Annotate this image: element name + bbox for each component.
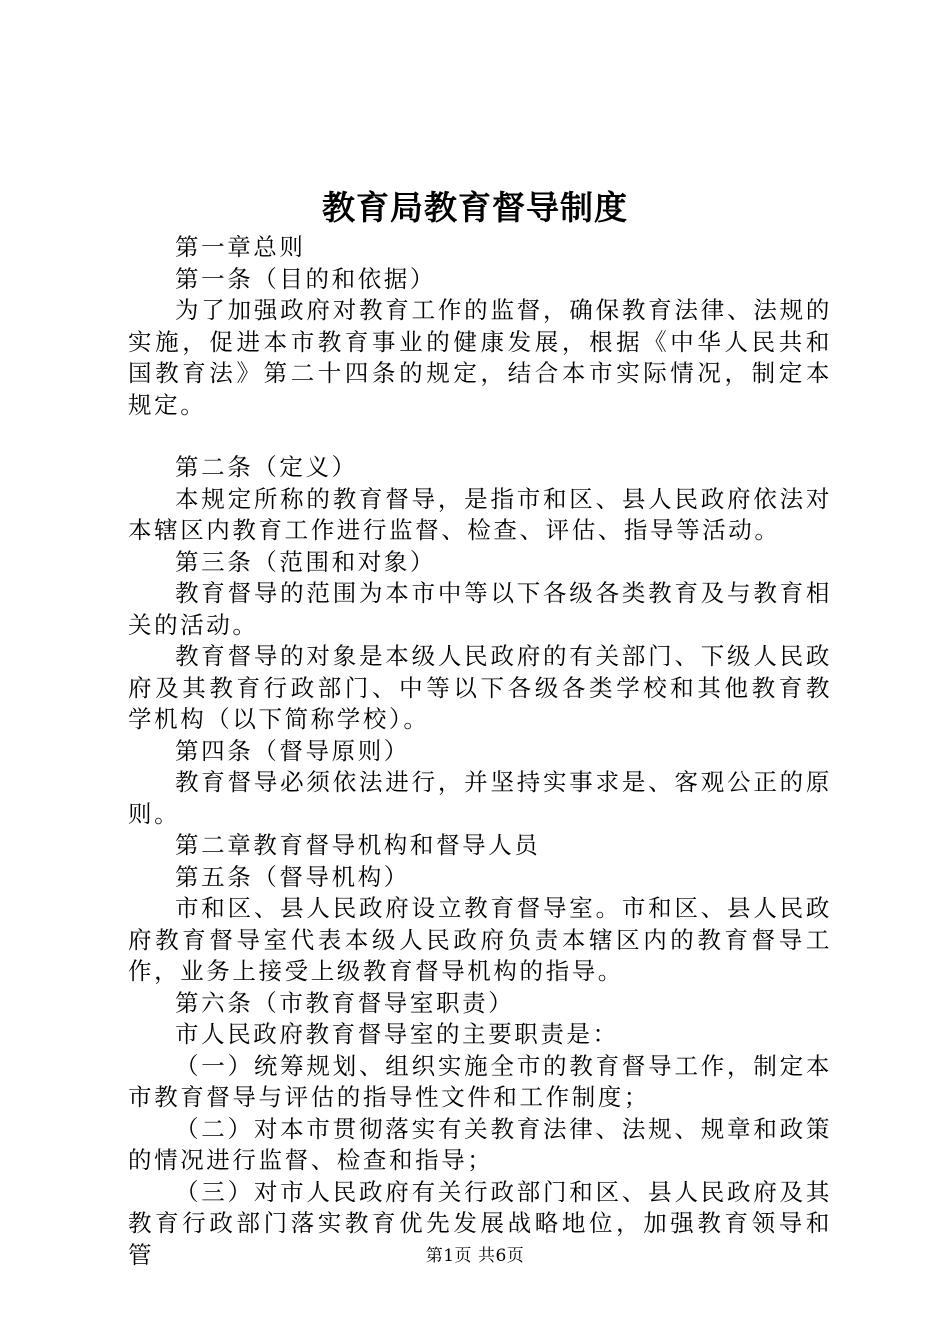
body-paragraph: 教育督导必须依法进行，并坚持实事求是、客观公正的原则。 xyxy=(128,768,832,828)
body-paragraph: 教育督导的对象是本级人民政府的有关部门、下级人民政府及其教育行政部门、中等以下各级各类学校和其他教育教学机构（以下简称学校）。 xyxy=(128,642,832,733)
body-paragraph: 为了加强政府对教育工作的监督，确保教育法律、法规的实施，促进本市教育事业的健康发展，根据《中华人民共和国教育法》第二十四条的规定，结合本市实际情况，制定本规定。 xyxy=(128,296,832,419)
article-heading: 第一条（目的和依据） xyxy=(175,264,436,293)
list-item: （一）统筹规划、组织实施全市的教育督导工作，制定本市教育督导与评估的指导性文件和工作制度； xyxy=(128,1051,832,1111)
body-paragraph: 市和区、县人民政府设立教育督导室。市和区、县人民政府教育督导室代表本级人民政府负责本辖区内的教育督导工作，业务上接受上级教育督导机构的指导。 xyxy=(128,894,832,985)
chapter-heading: 第一章总则 xyxy=(175,233,306,261)
document-body xyxy=(128,232,832,1271)
body-paragraph: 本规定所称的教育督导，是指市和区、县人民政府依法对本辖区内教育工作进行监督、检查、评估、指导等活动。 xyxy=(128,484,832,544)
article-heading: 第五条（督导机构） xyxy=(175,862,410,891)
page-number: 第1页 共6页 xyxy=(425,1246,525,1266)
chapter-heading: 第二章教育督导机构和督导人员 xyxy=(175,831,541,859)
list-item: （三）对市人民政府有关行政部门和区、县人民政府及其教育行政部门落实教育优先发展战略地位，加强教育领导和管 xyxy=(128,1177,832,1269)
document-title: 教育局教育督导制度 xyxy=(322,188,628,227)
article-heading: 第三条（范围和对象） xyxy=(175,547,436,576)
body-paragraph: 市人民政府教育督导室的主要职责是： xyxy=(175,1020,619,1048)
article-heading: 第六条（市教育督导室职责） xyxy=(175,988,515,1017)
article-heading: 第二条（定义） xyxy=(175,453,358,481)
body-paragraph: 教育督导的范围为本市中等以下各级各类教育及与教育相关的活动。 xyxy=(128,579,832,639)
article-heading: 第四条（督导原则） xyxy=(175,736,410,765)
list-item: （二）对本市贯彻落实有关教育法律、法规、规章和政策的情况进行监督、检查和指导； xyxy=(128,1114,832,1174)
